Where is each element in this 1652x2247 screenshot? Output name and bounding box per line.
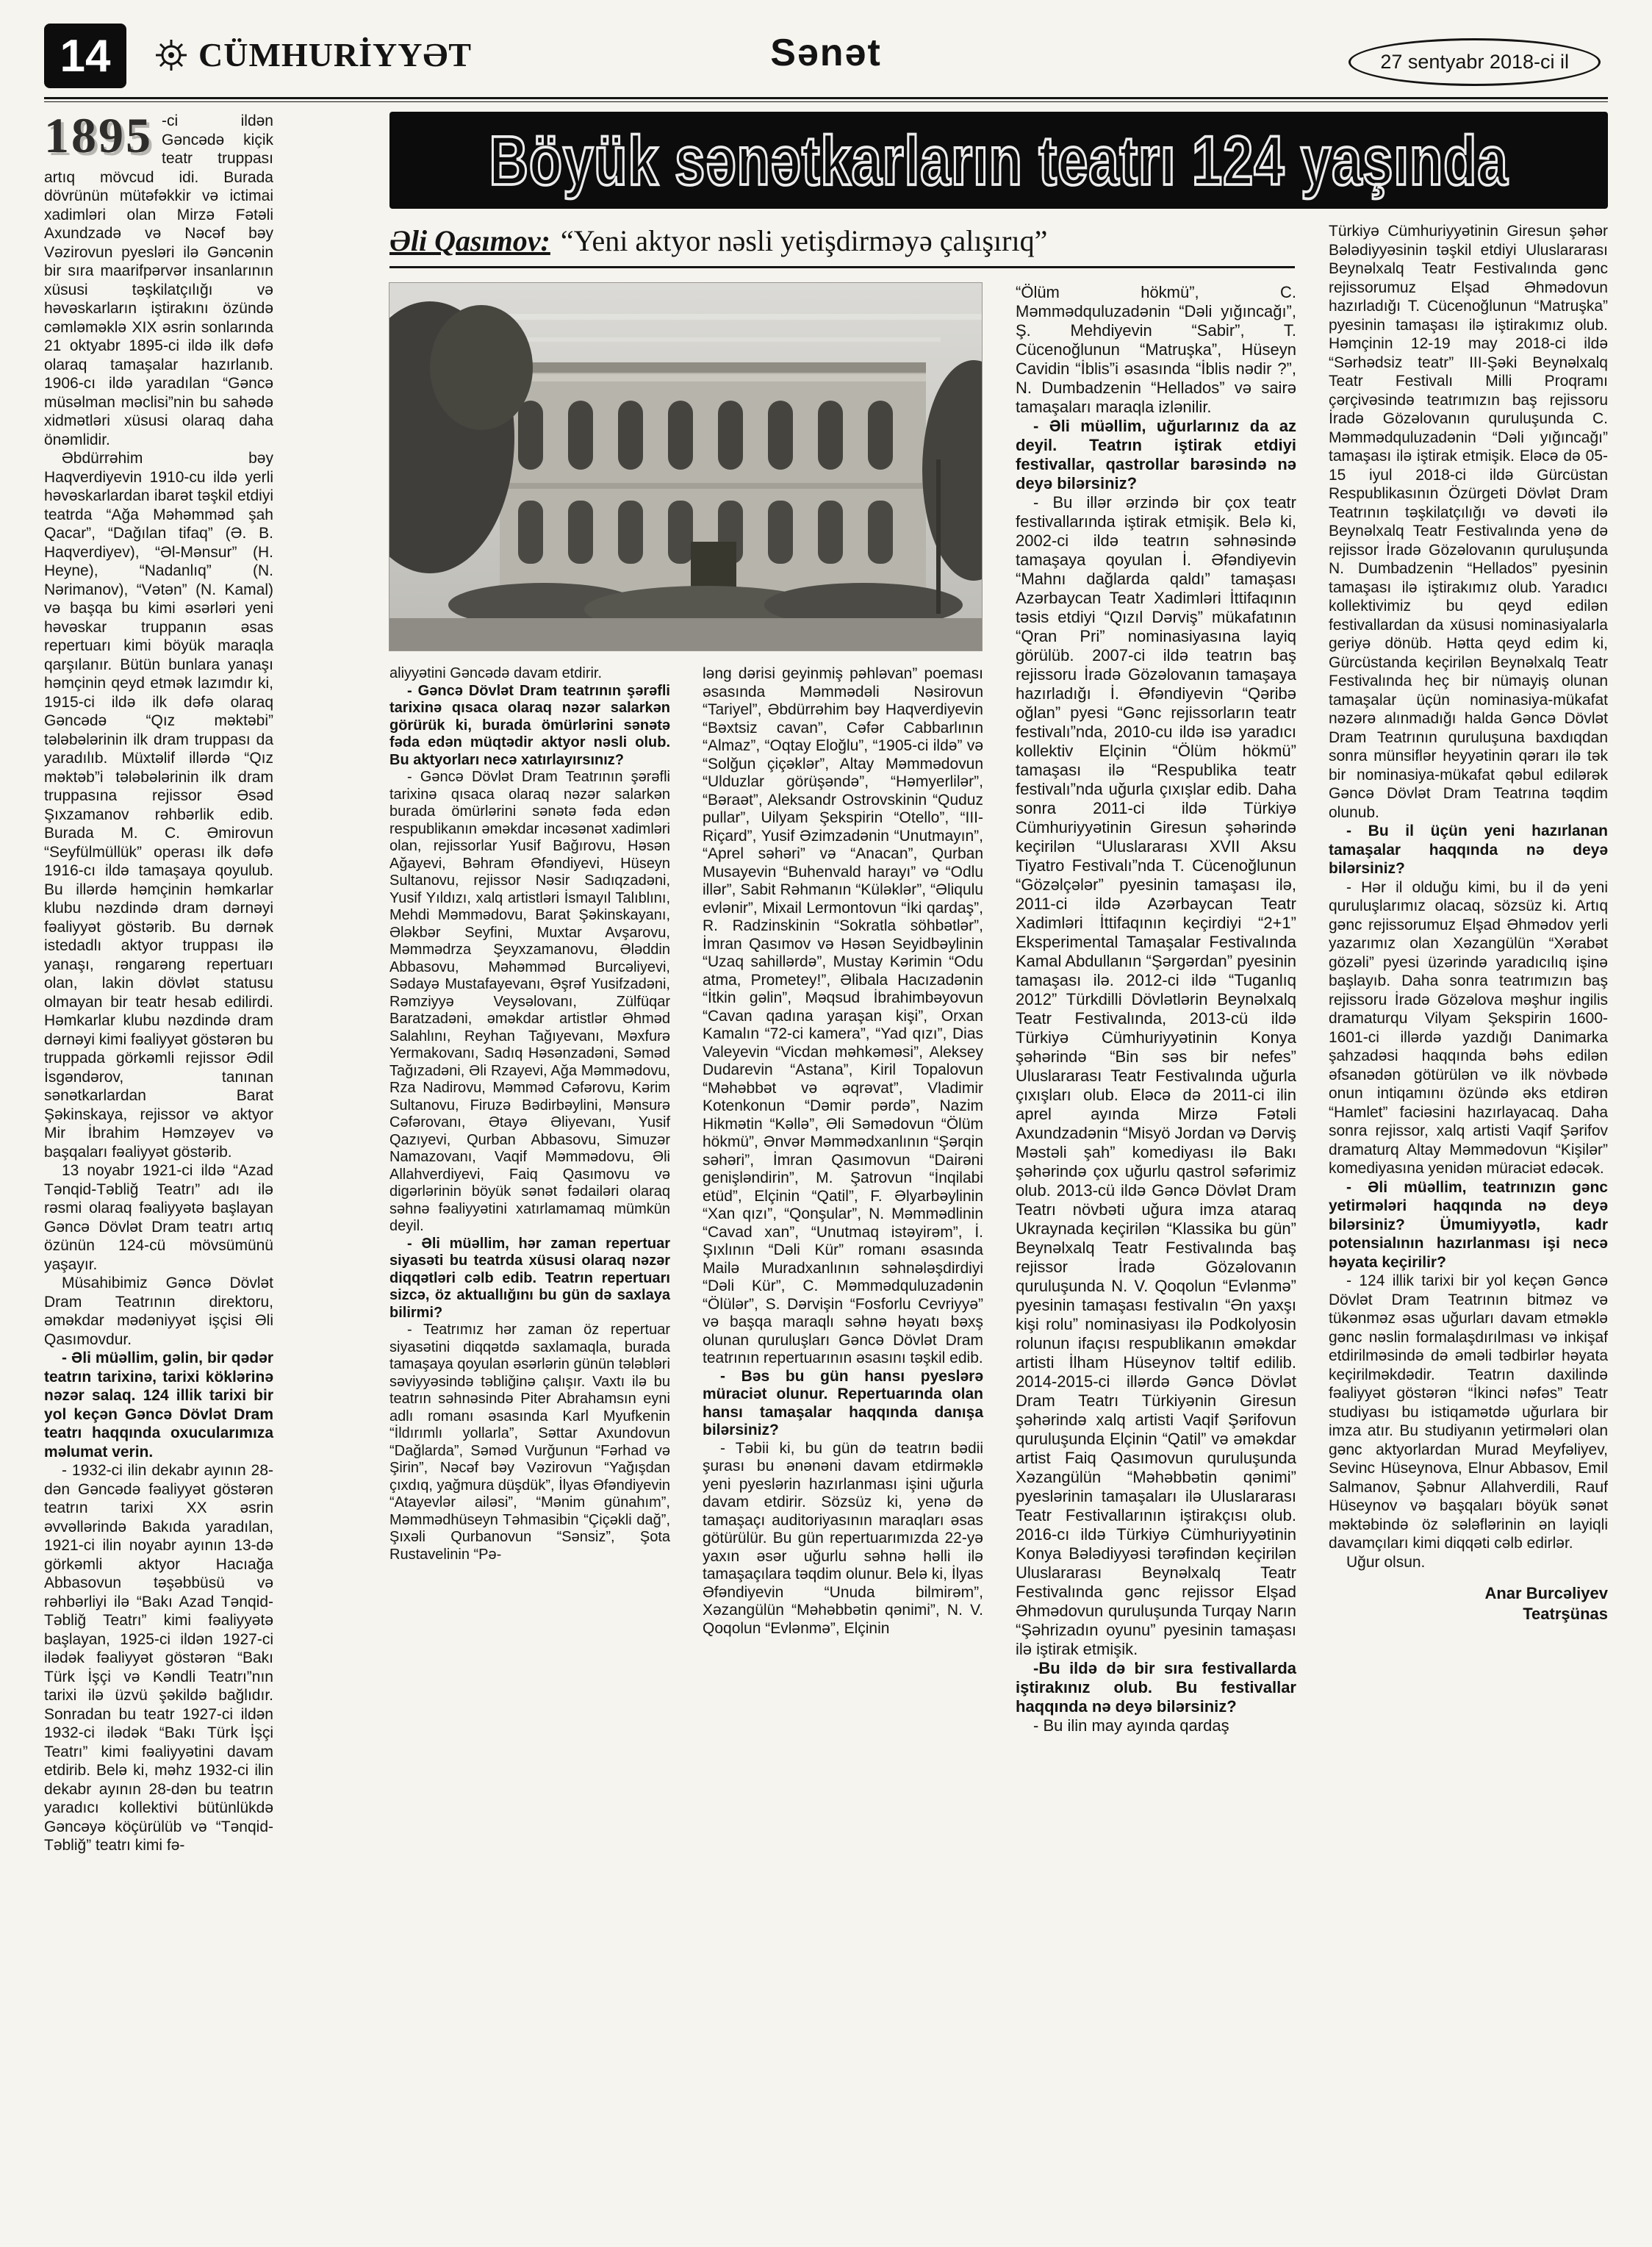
article-paragraph: - Bu illər ərzində bir çox teatr festivallarında iştirak etmişik. Belə ki, 2002-ci ildə teatrın səhnəsində tamaşaya qoyulan İ. Əfəndiyevin “Mahnı dağlarda qaldı” tamaşası Azərbaycan Teatr Xadimləri İttifaqının təsis etdiyi “Qızıl Dərviş” mükafatının “Qran Pri” nominasiyasına layiq görülüb. 2007-ci ildə teatrın baş rejissoru İradə Gözəlovanın tamaşaya hazırladığı İ. Əfəndiyevin “Qəribə oğlan” pyesi “Gənc rejissorların teatr festivalı”nda, 2010-cu ildə isə yaradıcı kollektiv Elçinin “Ölüm hökmü” tamaşası ilə “Respublika teatr festivalı”nda uğurla çıxışlar edib. Daha sonra 2011-ci ildə Türkiyə Cümhuriyyətinin Giresun şəhərində keçirilən “Uluslararası XVII Aksu Tiyatro Festivalı”nda T. Cücenoğlunun “Gözəlçələr” pyesinin tamaşası ilə, 2011-ci ildə Azərbaycan Teatr Xadimləri İttifaqının keçirdiyi “2+1” Eksperimental Tamaşalar Festivalında Kamal Abdullanın “Şərgərdan” pyesinin tamaşası ilə. 2012-ci ildə “Tuganlıq 2012” Türkdilli Dövlətlərin Beynəlxalq Teatr Festivalında, 2013-cü ildə Türkiyə Cümhuriyyətinin Konya şəhərində “Bin səs bir nefes” Uluslararası Teatr Festivalında uğurla çıxışları olub. Eləcə də 2011-ci ilin aprel ayında Mirzə Fətəli Axundzadənin “Misyö Jordan və Dərviş Məstəli şah” komediyası ilə Bakı şəhərində çox uğurlu qastrol səfərimiz olub. 2013-cü ildə Gəncə Dövlət Dram Teatrı növbəti uğura imza ataraq Ukraynada keçirilən “Klassika bu gün” Beynəlxalq Teatr Festivalında baş rejissor İradə Gözəlovanın quruluşunda N. V. Qoqolun “Evlənmə” pyesinin tamaşası festivalın “Ən yaxşı kişi rolu” nominasiyası ilə Podkolyosin rolunun ifaçısı respublikanın əməkdar artisti İlham Hüseynov təltif edilib. 2014-2015-ci illərdə Gəncə Dövlət Dram Teatrı Türkiyənin Giresun şəhərində xalq artisti Vaqif Şərifovun quruluşunda Elçinin “Qatil” və əməkdar artist Faiq Qasımovun quruluşunda Xəzangülün “Məhəbbətin qənimi” pyeslərinin tamaşaları ilə Uluslararası Teatr Festivallarının iştirakçısı olub. 2016-cı ildə Türkiyə Cümhuriyyətinin Konya Bələdiyyəsi tərəfindən keçirilən Uluslararası Beynəlxalq Teatr Festivalında gənc rejissor Elşad Əhmədovun quruluşunda Turqay Narın “Şəhrizadın oyunu” pyesinin tamaşası ilə iştirak etmişik. [1016, 493, 1296, 1658]
headline: Böyük sənətkarların teatrı 124 yaşında [489, 121, 1509, 200]
interview-question: - Əli müəllim, hər zaman repertuar siyasəti bu teatrda xüsusi olaraq nəzər diqqətləri cəlb edib. Teatrın repertuarı sizcə, öz aktuallığını bu gün də saxlaya bilirmi? [389, 1235, 670, 1321]
interview-question: - Əli müəllim, gəlin, bir qədər teatrın tarixinə, tarixi köklərinə nəzər salaq. 124 illik tarixi bir yol keçən Gəncə Dövlət Dram teatrı haqqında oxucularımıza məlumat verin. [44, 1350, 273, 1461]
byline-title: Teatrşünas [1523, 1605, 1608, 1623]
section-title: Sənət [770, 32, 882, 74]
article-paragraph: aliyyətini Gəncədə davam etdirir. [389, 665, 603, 681]
header-rule [44, 97, 1608, 102]
interview-question: - Gəncə Dövlət Dram teatrının şərəfli tarixinə qısaca olaraq nəzər salarkən görürük ki, burada ömürlərini sənətə fəda edən müqtədir aktyor nəsli olub. Bu aktyorları necə xatırlayırsınız? [389, 682, 670, 768]
article-paragraph: Müsahibimiz Gəncə Dövlət Dram Teatrının direktoru, əməkdar mədəniyyət işçisi Əli Qasımovdur. [44, 1275, 273, 1348]
issue-date: 27 sentyabr 2018-ci il [1348, 38, 1601, 86]
column-3 [703, 665, 983, 1638]
column-1-paragraphs [44, 449, 273, 1855]
article-paragraph: - Hər il olduğu kimi, bu il də yeni quruluşlarımız olacaq, sözsüz ki. Artıq gənc rejissorumuz Elşad Əhmədov yerli yazarımız olan Xəzangülün “Xərabət gözəli” pyesi üzərində yaradıcılıq işinə başlayıb. Daha sonra teatrımızın baş rejissoru İradə Gözəlova məşhur ingilis dramaturqu Vilyam Şekspirin 1600-1601-ci illərdə yazdığı Danimarka şahzadəsi haqqında bəhs edilən əfsanədən götürülən və ilk növbədə onun intiqamını özündə əks etdirən “Hamlet” faciəsini hazırlayacaq. Daha sonra rejissor, xalq artisti Vaqif Şərifov dramaturq Altay Məmmədovun “Kişilər” komediyasına yenidən müraciət edəcək. [1329, 878, 1608, 1177]
page-number: 14 [44, 24, 126, 88]
masthead-title: CÜMHURİYYƏT [198, 36, 473, 74]
subheadline [389, 223, 1295, 268]
interview-question: - Əli müəllim, uğurlarınız da az deyil. Teatrın iştirak etdiyi festivallar, qastrollar barəsində nə deyə bilərsiniz? [1016, 417, 1296, 492]
column-4 [1016, 283, 1296, 1735]
dropcap-year: 1895 [44, 107, 153, 163]
photo-image [389, 283, 982, 651]
article-paragraph: Uğur olsun. [1346, 1553, 1426, 1571]
article-paragraph: - Gəncə Dövlət Dram Teatrının şərəfli tarixinə qısaca olaraq nəzər salarkən burada ömürlərini sənətə fəda edən respublikanın əməkdar incəsənət xadimləri olan, rejissorlar Yusif Bağırovu, Həsən Ağayevi, Bəhram Əfəndiyevi, Hüseyn Sultanovu, rejissor Nəsir Sadıqzadəni, Yusif Yıldızı, xalq artistləri İsmayıl Talıblını, Mehdi Məmmədovu, Barat Şəkinskayanı, Ələkbər Seyfini, Muxtar Avşarovu, Məmmədrza Şeyxzamanovu, Ələddin Abbasovu, Məhəmməd Burcəliyevi, Sədayə Mustafayevanı, Əşrəf Yusifzadəni, Rəmziyyə Veysəlovanı, Zülfüqar Baratzadəni, əməkdar artistlər Əhməd Salahlını, Reyhan Tağıyevanı, Məxfurə Yermakovanı, Sadıq Həsənzadəni, Səməd Tağızadəni, Əli Rzayevi, Ağa Məmmədovu, Rza Nadirovu, Məmməd Cəfərovu, Kərim Sultanovu, Firuzə Bədirbəylini, Mənsurə Cəfərovanı, Ətayə Əliyevanı, Yusif Qazıyevi, Qurban Abbasovu, Simuzər Namazovanı, Vaqif Məmmədovu, Əli Allahverdiyevi, Faiq Qasımovu və digərlərinin böyük sənət fədailəri olaraq səhnə fəaliyyətini xatırlamamaq mümkün deyil. [389, 769, 670, 1234]
article-paragraph: - Bu ilin may ayında qardaş [1033, 1716, 1229, 1735]
byline [1329, 1583, 1608, 1624]
column-5-paragraphs [1329, 222, 1608, 1572]
interview-question: - Bəs bu gün hansı pyeslərə müraciət olunur. Repertuarında olan hansı tamaşalar haqqında danışa bilərsiniz? [703, 1367, 983, 1438]
subhead-quote: “Yeni aktyor nəsli yetişdirməyə çalışırıq” [560, 224, 1048, 257]
subhead-speaker: Əli Qasımov: [389, 224, 550, 257]
article-paragraph: “Ölüm hökmü”, C. Məmmədquluzadənin “Dəli yığıncağı”, Ş. Mehdiyevin “Sabir”, T. Cücenoğlunun “Matruşka”, Hüseyn Cavidin “İblis”i əsasında “İblis nədir ?”, N. Dumbadzenin “Hellados” və sairə tamaşaları maraqla izlənilir. [1016, 283, 1296, 416]
lead-paragraph [44, 107, 273, 449]
lead-text: -ci ildən Gəncədə kiçik teatr truppası artıq mövcud idi. Burada dövrünün mütəfəkkir və ictimai xadimləri olan Mirzə Fətəli Axundzadə və Nəcəf bəy Vəzirovun pyesləri ilə Gəncənin bir sıra maarifpərvər insanlarının xüsusi təşkilatçılığı və həvəskarların iştirakını özündə cəmləməklə XIX əsrin sonlarında 21 oktyabr 1895-ci ildə ilk dəfə olaraq tamaşalar hazırlanıb. 1906-cı ildə yaradılan “Gəncə müsəlman məclisi”nin bu sahədə xidmətləri xüsusi olaraq daha önəmlidir. [44, 112, 273, 448]
article-paragraph: 13 noyabr 1921-ci ildə “Azad Tənqid-Təbliğ Teatrı” adı ilə rəsmi olaraq fəaliyyətə başlayan Gəncə Dövlət Dram teatrı artıq özünün 124-cü mövsümünü yaşayır. [44, 1162, 273, 1273]
page-header [44, 24, 1608, 91]
article-paragraph: - 1932-ci ilin dekabr ayının 28-dən Gəncədə fəaliyyət göstərən teatrın tarixi XX əsrin əvvəllərində Bakıda yaradılan, 1921-ci ilin noyabr ayının 13-də görkəmli aktyor Hacıağa Abbasovun təşəbbüsü və rəhbərliyi ilə “Bakı Azad Tənqid-Təbliğ Teatrı” kimi fəaliyyətə başlayan, 1925-ci ildən 1927-ci ilədək fəaliyyət göstərən “Bakı Türk İşçi və Kəndli Teatrı”nın tarixi ilə üzvü şəkildə bağlıdır. Sonradan bu teatr 1927-ci ildən 1932-ci ilədək “Bakı Türk İşçi Teatrı” kimi fəaliyyətini davam etdirib. Belə ki, məhz 1932-ci ilin dekabr ayının 28-dən bu teatrın yaradıcı kollektivi bütünlükdə Gəncəyə köçürülüb və “Tənqid-Təbliğ” teatrı kimi fə- [44, 1462, 273, 1854]
theater-building-photo [389, 283, 982, 651]
article-paragraph: Türkiyə Cümhuriyyətinin Giresun şəhər Bələdiyyəsinin təşkil etdiyi Uluslararası Beynəlxalq Teatr Festivalında gənc rejissorumuz Elşad Əhmədovun hazırladığı T. Cücenoğlunun “Matruşka” pyesinin tamaşası ilə iştirakımız olub. Həmçinin 12-19 may 2018-ci ildə “Sərhədsiz teatr” III-Şəki Beynəlxalq Teatr Festivalı Milli Proqramı çərçivəsində teatrımızın baş rejissoru İradə Gözəlovanın quruluşunda C. Məmmədquluzadənin “Dəli yığıncağı” tamaşası ilə iştirak etmişik. Eləcə də 05-15 iyul 2018-ci ildə Gürcüstan Respublikasının Özürgeti Dövlət Dram Teatrının təşkilatçılığı və dəvəti ilə Beynəlxalq Teatr Festivalında yenə də rejissor İradə Gözəlovanın quruluşunda N. Dumbadzenin “Hellados” pyesinin tamaşası ilə iştirakımız olub. Yaradıcı kollektivimiz bu qeyd edilən festivallardan da xüsusi nominasiyalarla geriyə dönüb. Hətta qeyd edim ki, Gürcüstanda keçirilən Beynəlxalq Teatr Festivalında heç bir nümayiş olunan tamaşalar üçün nominasiya-mükafat nəzərə alınmadığı halda Gəncə Dövlət Dram Teatrının quruluşuna baxdıqdan sonra münsiflər heyyətinin qərarı ilə tək bir nominasiya-mükafat qəbul edilərək Gəncə Dövlət Dram Teatrına təqdim olunub. [1329, 223, 1608, 821]
article-paragraph: ləng dərisi geyinmiş pəhləvan” poeması əsasında Məmmədəli Nəsirovun “Tariyel”, Əbdürrəhim bəy Haqverdiyevin “Bəxtsiz cavan”, Cəfər Cabbarlının “Almaz”, “Oqtay Eloğlu”, “1905-ci ildə” və “Solğun çiçəklər”, Altay Məmmədovun “Ulduzlar görüşəndə”, “Həmyerlilər”, “Bəraət”, Aleksandr Ostrovskinin “Quduz pullar”, Uilyam Şekspirin “Otello”, “III-Riçard”, Yusif Əzimzadənin “Unutmayın”, “Aprel səhəri” və “Anacan”, Qurban Musayevin “Buhenvald harayı” və “Odlu illər”, Sabit Rəhmanın “Küləklər”, “Əliqulu evlənir”, Mixail Lermontovun “İki qardaş”, R. Radzinskinin “Sokratla söhbətlər”, İmran Qasımov və Həsən Seyidbəylinin “Uzaq sahillərdə”, Mustay Kərimin “Odu atma, Prometey!”, Əlibala Hacızadənin “İtkin gəlin”, Məqsud İbrahimbəyovun “Cavan qadına yaraşan kişi”, Orxan Kamalın “72-ci kamera”, “Yad qızı”, Dias Valeyevin “Vicdan məhkəməsi”, Aleksey Dudarevin “Astana”, Kiril Topalovun “Məhəbbət və əqrəvat”, Vladimir Kotenkonun “Dəmir pərdə”, Nazim Hikmətin “Kəllə”, Əli Səmədovun “Ölüm hökmü”, Ənvər Məmmədxanlının “Şərqin səhəri”, İmran Qasımovun “Dairəni genişləndirin”, M. Şatrovun “İnqilabi etüd”, Elçinin “Qatil”, F. Əlyarbəylinin “Xan qızı”, “Qonşular”, N. Məmmədlinin “Cavad xan”, “Unutmaq istəyirəm”, İ. Şıxlının “Dəli Kür” romanı əsasında Mailə Muradxanlının səhnələşdirdiyi “Dəli Kür”, C. Məmmədquluzadənin “Ölülər”, S. Dərvişin “Fosforlu Cevriyyə” və başqa maraqlı səhnə həyatı bəxş olunan quruluşları Gəncə Dövlət Dram teatrının repertuarının əsasını təşkil edib. [703, 665, 983, 1366]
article-paragraph: - 124 illik tarixi bir yol keçən Gəncə Dövlət Dram Teatrının bitməz və tükənməz əsas uğurları davam etməklə gənc nəslin formalaşdırılması və inkişaf etdirilməsində də əməli tədbirlər həyata keçirilməkdədir. Teatrın daxilində fəaliyyət göstərən “İkinci nəfəs” Teatr studiyası bu istiqamətdə uğurlara bir imza atır. Bu studiyanın yetirmələri olan gənc aktyorlardan Murad Meyfəliyev, Sevinc Hüseynova, Elnur Abbasov, Emil Salmanov, Şəbnur Allahverdili, Rauf Hüseynov və başqaları böyük sənət məktəbində öz sələflərinin ən layiqli davamçıları kimi diqqəti cəlb edirlər. [1329, 1272, 1608, 1552]
column-5 [1329, 222, 1608, 1624]
article-paragraph: Əbdürrəhim bəy Haqverdiyevin 1910-cu ildə yerli həvəskarlardan ibarət təşkil etdiyi teatrda “Ağa Məhəmməd şah Qacar”, “Dağılan tifaq” (Ə. B. Haqverdiyev), “Əl-Mənsur” (H. Heyne), “Nadanlıq” (N. Nərimanov), “Vətən” (N. Kamal) və başqa bu kimi əsərləri yeni həvəskar truppanın əsas repertuarı kimi böyük maraqla qarşılanır. Bütün bunlara yanaşı həmçinin qeyd etmək lazımdır ki, 1915-ci ildə ilk dəfə olaraq Gəncədə “Qız məktəbi” tələbələrinin ilk dram truppası da yaradılıb. Müxtəlif illərdə “Qız məktəb”i tələbələrinin ilk dram truppasına rejissor Əsəd Şıxzamanov rəhbərlik edib. Burada M. C. Əmirovun “Seyfülmüllük” operası ilk dəfə 1916-cı ildə tamaşaya qoyulub. Bu illərdə həmçinin həmkarlar klubu nəzdində dram dərnəyi fəaliyyət göstərib. Bu dərnək istedadlı aktyor truppası ilə yanaşı, rəngarəng repertuarı olan, lakin dövlət statusu olmayan bir teatr hesab edilirdi. Həmkarlar klubu nəzdində dram dərnəyi kimi fəaliyyət göstərən bu truppada görkəmli rejissor Ədil İsgəndərov, tanınan sənətkarlardan Barat Şəkinskaya, rejissor və aktyor Mir İbrahim Həmzəyev və başqaları fəaliyyət göstərib. [44, 450, 273, 1161]
byline-name: Anar Burcəliyev [1484, 1584, 1608, 1602]
interview-question: - Bu il üçün yeni hazırlanan tamaşalar haqqında nə deyə bilərsiniz? [1329, 823, 1608, 877]
column-1 [44, 107, 273, 1855]
article-paragraph: - Teatrımız hər zaman öz repertuar siyasətini diqqətdə saxlamaqla, burada tamaşaya qoyulan əsərlərin günün tələbləri səviyyəsində təbliğinə çalışır. Vaxtı ilə bu teatrın səhnəsində Piter Abrahamsın eyni adlı romanı əsasında Karl Myufkenin “İldırımlı yollarla”, Səttar Axundovun “Dağlarda”, Səməd Vurğunun “Fərhad və Şirin”, Nəcəf bəy Vəzirovun “Yağışdan çıxdıq, yağmura düşdük”, İlyas Əfəndiyevin “Atayevlər ailəsi”, “Mənim günahım”, Məmmədhüseyn Təhmasibin “Çiçəkli dağ”, Şıxəli Qurbanovun “Sənsiz”, Şota Rustavelinin “Pə- [389, 1322, 670, 1563]
interview-question: - Əli müəllim, teatrınızın gənc yetirmələri haqqında nə deyə bilərsiniz? Ümumiyyətlə, kadr potensialının hazırlanması işi necə həyata keçirilir? [1329, 1178, 1608, 1271]
interview-question: -Bu ildə də bir sıra festivallarda iştirakınız olub. Bu festivallar haqqında nə deyə bilərsiniz? [1016, 1659, 1296, 1716]
column-2 [389, 665, 670, 1563]
article-paragraph: - Təbii ki, bu gün də teatrın bədii şurası bu ənənəni davam etdirməklə yeni pyeslərin hazırlanması işini uğurla davam etdirir. Sözsüz ki, yenə də tamaşaçı auditoriyasının maraqları əsas götürülür. Bu gün repertuarımızda 22-yə yaxın əsər uğurlu səhnə həlli ilə tamaşaçılara təqdim olunur. Belə ki, İlyas Əfəndiyevin “Unuda bilmirəm”, Xəzangülün “Məhəbbətin qənimi”, N. V. Qoqolun “Evlənmə”, Elçinin [703, 1439, 983, 1637]
headline-banner [389, 112, 1608, 209]
